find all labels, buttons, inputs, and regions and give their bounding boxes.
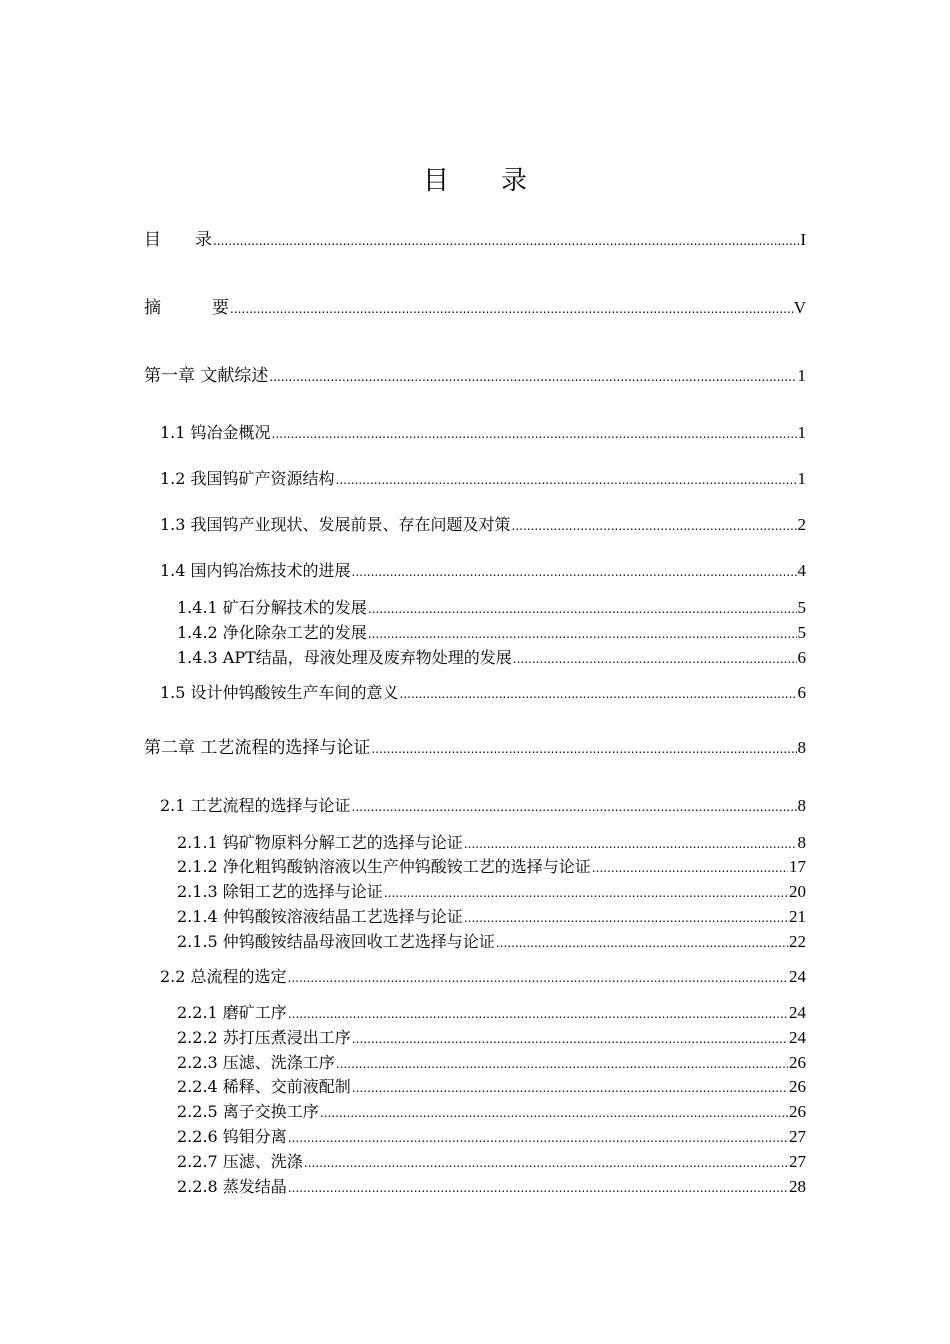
toc-entry-2-2-4[interactable] [177, 1076, 806, 1100]
toc-leader [269, 366, 796, 388]
toc-entry-label: 目 录 [144, 230, 212, 250]
toc-entry-label: 2.1.2 净化粗钨酸钠溶液以生产仲钨酸铵工艺的选择与论证 [177, 857, 591, 876]
toc-entry-label: 1.1 钨冶金概况 [160, 423, 271, 442]
toc-entry-label: 2.2.2 苏打压煮浸出工序 [177, 1028, 351, 1047]
toc-page-number: 5 [797, 598, 806, 617]
toc-page-number: 21 [789, 907, 806, 926]
toc-leader [368, 598, 797, 620]
toc-leader [400, 683, 797, 705]
toc-leader [288, 967, 788, 989]
toc-page-number: 8 [797, 833, 806, 852]
toc-page-number: I [800, 230, 806, 249]
toc-entry-label: 2.2.7 压滤、洗涤 [177, 1152, 303, 1171]
toc-entry-label: 2.2.5 离子交换工序 [177, 1102, 319, 1121]
toc-leader [272, 423, 797, 445]
toc-page-number: 4 [797, 561, 806, 580]
toc-page-number: 27 [789, 1127, 806, 1146]
toc-entry-2-2[interactable] [160, 966, 806, 990]
toc-entry-chapter-2[interactable] [144, 737, 806, 761]
toc-entry-1-2[interactable] [160, 468, 806, 492]
toc-entry-1-3[interactable] [160, 514, 806, 538]
toc-entry-2-1-4[interactable] [177, 906, 806, 930]
toc-entry-2-2-2[interactable] [177, 1027, 806, 1051]
toc-page-number: 1 [797, 423, 806, 442]
toc-leader [336, 1053, 788, 1075]
toc-entry-label: 1.5 设计仲钨酸铵生产车间的意义 [160, 683, 399, 702]
toc-entry-contents[interactable] [144, 229, 806, 253]
toc-entry-label: 2.1 工艺流程的选择与论证 [160, 796, 351, 815]
toc-entry-1-1[interactable] [160, 422, 806, 446]
toc-leader [512, 515, 797, 537]
toc-leader [336, 469, 797, 491]
toc-entry-label: 2.1.5 仲钨酸铵结晶母液回收工艺选择与论证 [177, 932, 495, 951]
toc-page-number: 6 [797, 683, 806, 702]
toc-entry-2-2-1[interactable] [177, 1002, 806, 1026]
toc-leader [352, 796, 797, 818]
toc-entry-2-1-3[interactable] [177, 881, 806, 905]
toc-entry-2-2-8[interactable] [177, 1176, 806, 1200]
toc-entry-2-2-3[interactable] [177, 1052, 806, 1076]
toc-entry-2-1-2[interactable] [177, 856, 806, 880]
toc-page-number: 17 [789, 857, 806, 876]
toc-entry-label: 第二章 工艺流程的选择与论证 [144, 738, 371, 758]
toc-leader [371, 738, 796, 760]
toc-page-number: 5 [797, 623, 806, 642]
toc-leader [384, 882, 788, 904]
toc-entry-label: 1.2 我国钨矿产资源结构 [160, 469, 335, 488]
toc-leader [320, 1102, 788, 1124]
toc-page-number: 26 [789, 1053, 806, 1072]
toc-leader [352, 561, 797, 583]
toc-leader [496, 932, 788, 954]
toc-entry-label: 1.4.3 APT结晶，母液处理及废弃物处理的发展 [177, 648, 512, 667]
toc-entry-2-2-5[interactable] [177, 1101, 806, 1125]
toc-page-number: 24 [789, 1028, 806, 1047]
toc-entry-label: 2.2.1 磨矿工序 [177, 1003, 287, 1022]
toc-leader [592, 857, 788, 879]
page-title: 目 录 [422, 166, 527, 196]
toc-entry-2-1-5[interactable] [177, 931, 806, 955]
toc-page-number: V [793, 298, 806, 317]
toc-entry-label: 2.2 总流程的选定 [160, 967, 287, 986]
toc-leader [352, 1077, 788, 1099]
toc-entry-2-1[interactable] [160, 795, 806, 819]
toc-entry-label: 2.1.3 除钼工艺的选择与论证 [177, 882, 383, 901]
toc-entry-chapter-1[interactable] [144, 365, 806, 389]
toc-page-number: 20 [789, 882, 806, 901]
toc-entry-label: 2.2.6 钨钼分离 [177, 1127, 287, 1146]
toc-entry-label: 1.4.1 矿石分解技术的发展 [177, 598, 367, 617]
toc-page-number: 26 [789, 1077, 806, 1096]
toc-entry-2-2-6[interactable] [177, 1126, 806, 1150]
toc-page-number: 24 [789, 1003, 806, 1022]
toc-entry-2-2-7[interactable] [177, 1151, 806, 1175]
toc-page-number: 6 [797, 648, 806, 667]
toc-leader [368, 623, 797, 645]
toc-leader [304, 1152, 788, 1174]
toc-entry-label: 2.2.4 稀释、交前液配制 [177, 1077, 351, 1096]
toc-entry-label: 2.2.3 压滤、洗涤工序 [177, 1053, 335, 1072]
toc-page-number: 28 [789, 1177, 806, 1196]
toc-entry-1-4-1[interactable] [177, 597, 806, 621]
toc-entry-label: 第一章 文献综述 [144, 366, 269, 386]
toc-leader [464, 833, 797, 855]
toc-page-number: 1 [797, 469, 806, 488]
toc-entry-label: 1.3 我国钨产业现状、发展前景、存在问题及对策 [160, 515, 511, 534]
toc-leader [288, 1127, 788, 1149]
toc-leader [230, 298, 793, 320]
toc-entry-abstract[interactable] [144, 297, 806, 321]
toc-leader [213, 230, 799, 252]
toc-entry-label: 2.2.8 蒸发结晶 [177, 1177, 287, 1196]
toc-entry-label: 摘 要 [144, 298, 229, 318]
toc-leader [288, 1003, 788, 1025]
toc-leader [464, 907, 788, 929]
toc-leader [352, 1028, 788, 1050]
toc-page-number: 26 [789, 1102, 806, 1121]
toc-entry-label: 1.4.2 净化除杂工艺的发展 [177, 623, 367, 642]
toc-page-number: 27 [789, 1152, 806, 1171]
toc-entry-2-1-1[interactable] [177, 832, 806, 856]
toc-entry-1-5[interactable] [160, 682, 806, 706]
toc-entry-label: 1.4 国内钨冶炼技术的进展 [160, 561, 351, 580]
toc-page-number: 22 [789, 932, 806, 951]
toc-leader [288, 1177, 788, 1199]
toc-entry-1-4-2[interactable] [177, 622, 806, 646]
toc-page-number: 2 [797, 515, 806, 534]
toc-entry-1-4[interactable] [160, 560, 806, 584]
toc-page-number: 1 [797, 366, 806, 385]
toc-entry-label: 2.1.4 仲钨酸铵溶液结晶工艺选择与论证 [177, 907, 463, 926]
toc-page-number: 24 [789, 967, 806, 986]
toc-entry-1-4-3[interactable] [177, 647, 806, 671]
toc-entry-label: 2.1.1 钨矿物原料分解工艺的选择与论证 [177, 833, 463, 852]
toc-page-number: 8 [797, 796, 806, 815]
toc-page-number: 8 [797, 738, 806, 757]
toc-leader [513, 648, 797, 670]
